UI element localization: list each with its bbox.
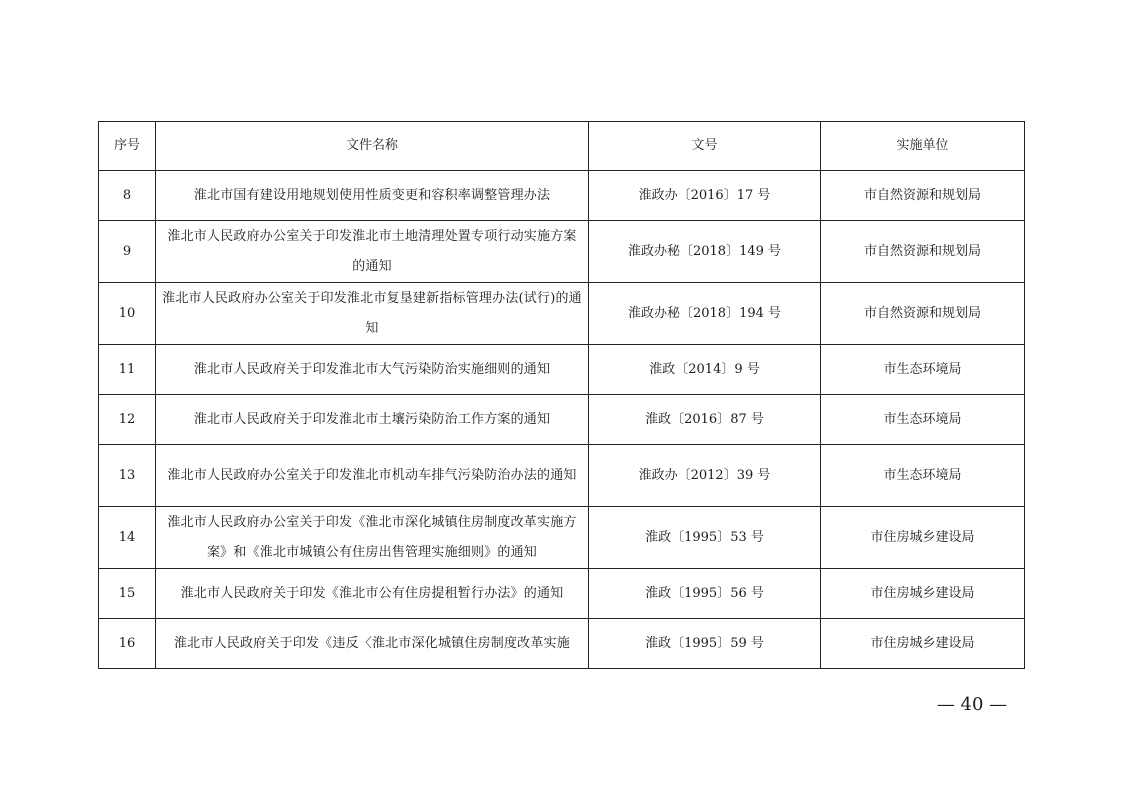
header-doc-no: 文号 — [589, 122, 821, 171]
row-unit: 市住房城乡建设局 — [821, 507, 1025, 569]
table-row — [99, 395, 1025, 445]
table-row — [99, 569, 1025, 619]
header-seq: 序号 — [99, 122, 156, 171]
row-name: 淮北市人民政府办公室关于印发《淮北市深化城镇住房制度改革实施方案》和《淮北市城镇公有住房出售管理实施细则》的通知 — [156, 507, 589, 569]
row-name: 淮北市人民政府办公室关于印发淮北市机动车排气污染防治办法的通知 — [156, 445, 589, 507]
row-seq: 8 — [99, 171, 156, 221]
row-unit: 市自然资源和规划局 — [821, 221, 1025, 283]
table-row — [99, 221, 1025, 283]
row-seq: 12 — [99, 395, 156, 445]
row-unit: 市生态环境局 — [821, 395, 1025, 445]
row-unit: 市生态环境局 — [821, 345, 1025, 395]
table-row — [99, 445, 1025, 507]
table-row — [99, 507, 1025, 569]
table-row — [99, 345, 1025, 395]
row-seq: 15 — [99, 569, 156, 619]
document-list-table — [98, 121, 1025, 669]
row-seq: 14 — [99, 507, 156, 569]
header-unit: 实施单位 — [821, 122, 1025, 171]
row-name: 淮北市人民政府关于印发《违反〈淮北市深化城镇住房制度改革实施 — [156, 619, 589, 669]
row-seq: 11 — [99, 345, 156, 395]
row-name: 淮北市人民政府关于印发淮北市土壤污染防治工作方案的通知 — [156, 395, 589, 445]
row-doc-no: 淮政〔2014〕9 号 — [589, 345, 821, 395]
row-unit: 市自然资源和规划局 — [821, 171, 1025, 221]
row-doc-no: 淮政办〔2016〕17 号 — [589, 171, 821, 221]
row-name: 淮北市人民政府关于印发淮北市大气污染防治实施细则的通知 — [156, 345, 589, 395]
table-row — [99, 283, 1025, 345]
row-seq: 13 — [99, 445, 156, 507]
row-doc-no: 淮政办秘〔2018〕149 号 — [589, 221, 821, 283]
row-doc-no: 淮政办〔2012〕39 号 — [589, 445, 821, 507]
row-unit: 市自然资源和规划局 — [821, 283, 1025, 345]
row-doc-no: 淮政〔1995〕53 号 — [589, 507, 821, 569]
row-seq: 9 — [99, 221, 156, 283]
row-doc-no: 淮政办秘〔2018〕194 号 — [589, 283, 821, 345]
row-doc-no: 淮政〔1995〕56 号 — [589, 569, 821, 619]
row-name: 淮北市国有建设用地规划使用性质变更和容积率调整管理办法 — [156, 171, 589, 221]
row-doc-no: 淮政〔2016〕87 号 — [589, 395, 821, 445]
row-unit: 市生态环境局 — [821, 445, 1025, 507]
row-name: 淮北市人民政府办公室关于印发淮北市土地清理处置专项行动实施方案的通知 — [156, 221, 589, 283]
row-seq: 16 — [99, 619, 156, 669]
page-number: — 40 — — [936, 694, 1008, 715]
table-row — [99, 171, 1025, 221]
row-name: 淮北市人民政府办公室关于印发淮北市复垦建新指标管理办法(试行)的通知 — [156, 283, 589, 345]
header-name: 文件名称 — [156, 122, 589, 171]
row-name: 淮北市人民政府关于印发《淮北市公有住房提租暂行办法》的通知 — [156, 569, 589, 619]
row-seq: 10 — [99, 283, 156, 345]
table-header-row — [99, 122, 1025, 171]
row-doc-no: 淮政〔1995〕59 号 — [589, 619, 821, 669]
row-unit: 市住房城乡建设局 — [821, 569, 1025, 619]
table-row — [99, 619, 1025, 669]
row-unit: 市住房城乡建设局 — [821, 619, 1025, 669]
